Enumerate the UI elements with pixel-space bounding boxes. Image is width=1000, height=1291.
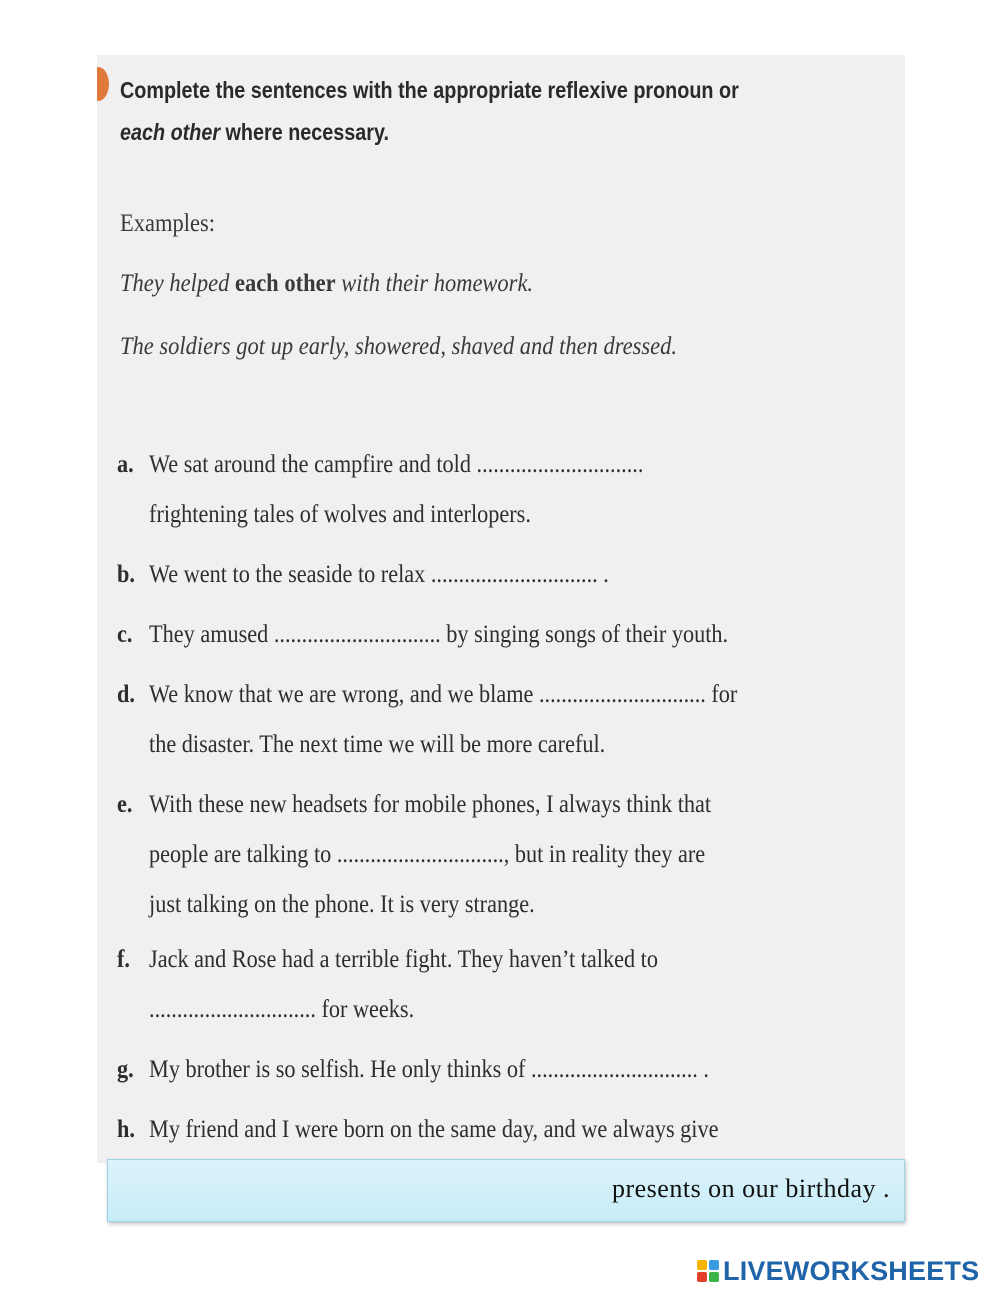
logo-square-4 — [709, 1272, 719, 1282]
example-1 — [120, 270, 533, 298]
item-line: We went to the seaside to relax .............................. . — [149, 561, 609, 588]
brand-text: LIVEWORKSHEETS — [723, 1255, 980, 1286]
item-letter: a. — [117, 451, 134, 478]
worksheet-scan — [97, 55, 905, 1163]
instruction-part1: Complete the sentences with the appropriate reflexive pronoun or — [120, 77, 739, 103]
item-letter: f. — [117, 946, 130, 973]
item-line: frightening tales of wolves and interlopers. — [149, 501, 531, 528]
item-letter: e. — [117, 791, 133, 818]
item-letter: b. — [117, 561, 135, 588]
examples-label: Examples: — [120, 210, 215, 237]
item-line: My friend and I were born on the same day, and we always give — [149, 1116, 719, 1143]
item-d — [117, 670, 737, 770]
exercise-number-badge — [97, 67, 109, 101]
example-1-bold: each other — [234, 270, 336, 297]
item-letter: h. — [117, 1116, 135, 1143]
item-line: the disaster. The next time we will be more careful. — [149, 731, 606, 758]
item-e — [117, 780, 711, 930]
item-line: We sat around the campfire and told .............................. — [149, 451, 644, 478]
example-1-pre: They helped — [120, 270, 235, 297]
item-c — [117, 610, 728, 660]
item-f — [117, 935, 658, 1035]
item-line: We know that we are wrong, and we blame .............................. for — [149, 681, 738, 708]
item-a — [117, 440, 643, 540]
item-letter: d. — [117, 681, 135, 708]
example-2: The soldiers got up early, showered, shaved and then dressed. — [120, 333, 678, 360]
item-g — [117, 1045, 709, 1095]
example-1-post: with their homework. — [335, 270, 534, 297]
instruction-text — [120, 69, 877, 153]
item-b — [117, 550, 609, 600]
item-line: With these new headsets for mobile phones, I always think that — [149, 791, 712, 818]
logo-square-1 — [697, 1260, 707, 1270]
item-letter: c. — [117, 621, 133, 648]
item-line: .............................. for weeks. — [149, 996, 415, 1023]
item-letter: g. — [117, 1056, 134, 1083]
item-line: Jack and Rose had a terrible fight. They haven’t talked to — [149, 946, 658, 973]
logo-square-3 — [697, 1272, 707, 1282]
item-line: just talking on the phone. It is very strange. — [149, 891, 535, 918]
answer-box-text: presents on our birthday . — [611, 1174, 890, 1203]
instruction-part2: where necessary. — [220, 119, 390, 145]
item-line: My brother is so selfish. He only thinks of .............................. . — [149, 1056, 709, 1083]
liveworksheets-logo-icon — [697, 1260, 719, 1282]
liveworksheets-brand — [697, 1256, 979, 1286]
item-line: They amused .............................. by singing songs of their youth. — [149, 621, 729, 648]
item-h — [117, 1105, 719, 1155]
answer-text-box[interactable] — [107, 1159, 905, 1222]
item-line: people are talking to .............................., but in reality they are — [149, 841, 706, 868]
instruction-italic: each other — [120, 119, 221, 145]
logo-square-2 — [709, 1260, 719, 1270]
